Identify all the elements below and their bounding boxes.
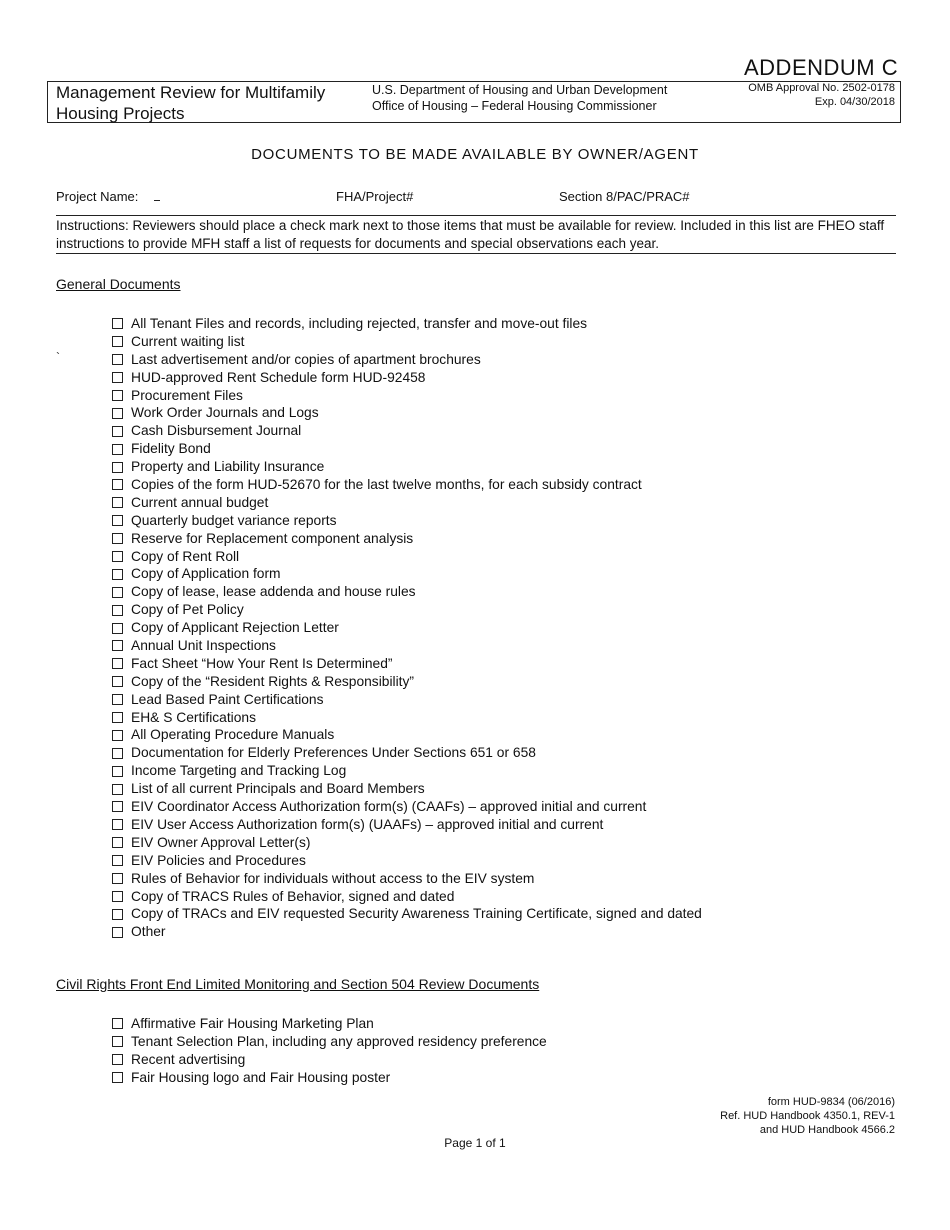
form-footer [720, 1095, 895, 1137]
checkbox[interactable] [112, 533, 123, 544]
checklist-item [112, 458, 702, 476]
project-name-field [56, 189, 160, 204]
form-number: form HUD-9834 (06/2016) [767, 1096, 895, 1108]
checkbox[interactable] [112, 605, 123, 616]
checklist-item [112, 726, 702, 744]
checklist-item [112, 530, 702, 548]
checklist-item-label: EIV Owner Approval Letter(s) [131, 834, 311, 850]
checkbox[interactable] [112, 819, 123, 830]
checkbox[interactable] [112, 444, 123, 455]
checklist-item-label: Copy of Rent Roll [131, 548, 240, 564]
page-number: Page 1 of 1 [444, 1136, 506, 1150]
checklist-item-label: Annual Unit Inspections [131, 638, 276, 654]
general-documents-heading: General Documents [56, 276, 181, 292]
checklist-item [112, 923, 702, 941]
form-title [56, 82, 325, 124]
checklist-item-label: HUD-approved Rent Schedule form HUD-92458 [131, 369, 426, 385]
checkbox[interactable] [112, 1018, 123, 1029]
omb-expiration: Exp. 04/30/2018 [814, 96, 895, 108]
checklist-item-label: Income Targeting and Tracking Log [131, 763, 347, 779]
checklist-item-label: All Tenant Files and records, including rejected, transfer and move-out files [131, 316, 588, 331]
checklist-item-label: Affirmative Fair Housing Marketing Plan [131, 1016, 374, 1031]
checklist-item [112, 1069, 547, 1087]
civil-rights-heading: Civil Rights Front End Limited Monitoring and Section 504 Review Documents [56, 976, 540, 992]
fha-project-label: FHA/Project# [336, 189, 414, 204]
checklist-item [112, 601, 702, 619]
checklist-item-label: All Operating Procedure Manuals [131, 727, 335, 743]
checklist-item [112, 905, 702, 923]
document-title: DOCUMENTS TO BE MADE AVAILABLE BY OWNER/AGENT [251, 146, 699, 163]
checklist-item [112, 512, 702, 530]
checkbox[interactable] [112, 658, 123, 669]
civil-rights-list [112, 1015, 547, 1087]
checkbox[interactable] [112, 426, 123, 437]
checklist-item [112, 476, 702, 494]
checkbox[interactable] [112, 784, 123, 795]
checklist-item [112, 655, 702, 673]
checklist-item-label: List of all current Principals and Board Members [131, 781, 425, 797]
checklist-item-label: Fact Sheet “How Your Rent Is Determined” [131, 655, 393, 671]
checklist-item [112, 1051, 547, 1069]
checklist-item [112, 798, 702, 816]
checklist-item-label: Copy of TRACS Rules of Behavior, signed and dated [131, 888, 455, 904]
instructions: Instructions: Reviewers should place a check mark next to those items that must be available for review. Included in this list are FHEO staff instructions to provide MFH staff a list of requests for documents and special observations each year. [56, 218, 885, 251]
project-name-input[interactable] [154, 189, 160, 201]
checklist-item-label: Other [131, 924, 166, 940]
divider [56, 253, 896, 254]
form-title-line2: Housing Projects [56, 104, 185, 123]
checklist-item [112, 888, 702, 906]
checkbox[interactable] [112, 712, 123, 723]
checklist-item-label: Copy of TRACs and EIV requested Security Awareness Training Certificate, signed and dated [131, 906, 702, 922]
stray-mark: ` [56, 350, 60, 364]
checklist-item [112, 852, 702, 870]
checkbox[interactable] [112, 569, 123, 580]
checkbox[interactable] [112, 408, 123, 419]
checklist-item-label: EIV Policies and Procedures [131, 852, 306, 868]
checklist-item [112, 404, 702, 422]
checklist-item-label: Work Order Journals and Logs [131, 405, 319, 421]
checkbox[interactable] [112, 623, 123, 634]
checklist-item [112, 762, 702, 780]
checklist-item-label: EIV User Access Authorization form(s) (UAAFs) – approved initial and current [131, 816, 604, 832]
checklist-item-label: Tenant Selection Plan, including any approved residency preference [131, 1033, 547, 1049]
checklist-item [112, 565, 702, 583]
department-block [372, 82, 667, 114]
handbook-ref2: and HUD Handbook 4566.2 [759, 1124, 895, 1136]
omb-block [748, 81, 895, 109]
checklist-item-label: Copy of Pet Policy [131, 602, 244, 618]
form-title-line1: Management Review for Multifamily [56, 83, 326, 102]
checklist-item-label: Current waiting list [131, 333, 245, 349]
checklist-item [112, 816, 702, 834]
checklist-item [112, 1033, 547, 1051]
checklist-item [112, 369, 702, 387]
checklist-item-label: Property and Liability Insurance [131, 459, 325, 475]
checklist-item-label: Lead Based Paint Certifications [131, 691, 324, 707]
checklist-item [112, 709, 702, 727]
checkbox[interactable] [112, 694, 123, 705]
checklist-item [112, 1015, 547, 1033]
checkbox[interactable] [112, 551, 123, 562]
general-documents-list [112, 315, 702, 941]
checkbox[interactable] [112, 891, 123, 902]
checklist-item [112, 351, 702, 369]
checkbox[interactable] [112, 855, 123, 866]
checkbox[interactable] [112, 587, 123, 598]
checklist-item [112, 691, 702, 709]
checklist-item [112, 315, 702, 333]
checkbox[interactable] [112, 730, 123, 741]
checkbox[interactable] [112, 390, 123, 401]
checklist-item [112, 548, 702, 566]
checklist-item-label: Recent advertising [131, 1051, 246, 1067]
checklist-item-label: Current annual budget [131, 494, 269, 510]
checklist-item-label: Copy of lease, lease addenda and house rules [131, 584, 416, 600]
checklist-item [112, 333, 702, 351]
checkbox[interactable] [112, 873, 123, 884]
department-line2: Office of Housing – Federal Housing Commissioner [372, 99, 657, 113]
checkbox[interactable] [112, 497, 123, 508]
checkbox[interactable] [112, 354, 123, 365]
checklist-item-label: Fidelity Bond [131, 441, 211, 457]
checklist-item-label: Quarterly budget variance reports [131, 512, 337, 528]
checkbox[interactable] [112, 927, 123, 938]
checkbox[interactable] [112, 1054, 123, 1065]
checkbox[interactable] [112, 748, 123, 759]
checkbox[interactable] [112, 676, 123, 687]
checklist-item [112, 619, 702, 637]
checklist-item [112, 637, 702, 655]
checkbox[interactable] [112, 801, 123, 812]
checklist-item-label: Rules of Behavior for individuals without access to the EIV system [131, 870, 535, 886]
checklist-item [112, 494, 702, 512]
checklist-item [112, 422, 702, 440]
handbook-ref1: Ref. HUD Handbook 4350.1, REV-1 [720, 1110, 895, 1122]
checklist-item-label: Documentation for Elderly Preferences Under Sections 651 or 658 [131, 745, 536, 761]
checkbox[interactable] [112, 479, 123, 490]
checkbox[interactable] [112, 462, 123, 473]
department-line1: U.S. Department of Housing and Urban Development [372, 83, 668, 97]
checklist-item [112, 834, 702, 852]
checklist-item [112, 583, 702, 601]
checklist-item [112, 387, 702, 405]
checkbox[interactable] [112, 336, 123, 347]
checklist-item-label: Copies of the form HUD-52670 for the last twelve months, for each subsidy contract [131, 477, 642, 493]
checklist-item-label: EH& S Certifications [131, 709, 256, 725]
checklist-item-label: Last advertisement and/or copies of apartment brochures [131, 351, 481, 367]
addendum-label: ADDENDUM C [744, 55, 899, 80]
checkbox[interactable] [112, 909, 123, 920]
checkbox[interactable] [112, 1072, 123, 1083]
checkbox[interactable] [112, 515, 123, 526]
divider [56, 215, 896, 216]
checklist-item [112, 870, 702, 888]
checklist-item-label: Procurement Files [131, 387, 243, 403]
omb-approval: OMB Approval No. 2502-0178 [748, 82, 895, 94]
checklist-item [112, 744, 702, 762]
checklist-item [112, 440, 702, 458]
checklist-item-label: Cash Disbursement Journal [131, 423, 302, 439]
checkbox[interactable] [112, 766, 123, 777]
checklist-item [112, 673, 702, 691]
checkbox[interactable] [112, 318, 123, 329]
checklist-item-label: Copy of the “Resident Rights & Responsibility” [131, 673, 414, 689]
checklist-item-label: Reserve for Replacement component analysis [131, 530, 414, 546]
checkbox[interactable] [112, 1036, 123, 1047]
section8-label: Section 8/PAC/PRAC# [559, 189, 690, 204]
checkbox[interactable] [112, 837, 123, 848]
checkbox[interactable] [112, 372, 123, 383]
checklist-item-label: Fair Housing logo and Fair Housing poster [131, 1069, 391, 1085]
checklist-item [112, 780, 702, 798]
checklist-item-label: Copy of Applicant Rejection Letter [131, 620, 339, 636]
checkbox[interactable] [112, 640, 123, 651]
checklist-item-label: Copy of Application form [131, 566, 281, 582]
project-name-label: Project Name: [56, 189, 139, 204]
checklist-item-label: EIV Coordinator Access Authorization form(s) (CAAFs) – approved initial and current [131, 799, 647, 815]
